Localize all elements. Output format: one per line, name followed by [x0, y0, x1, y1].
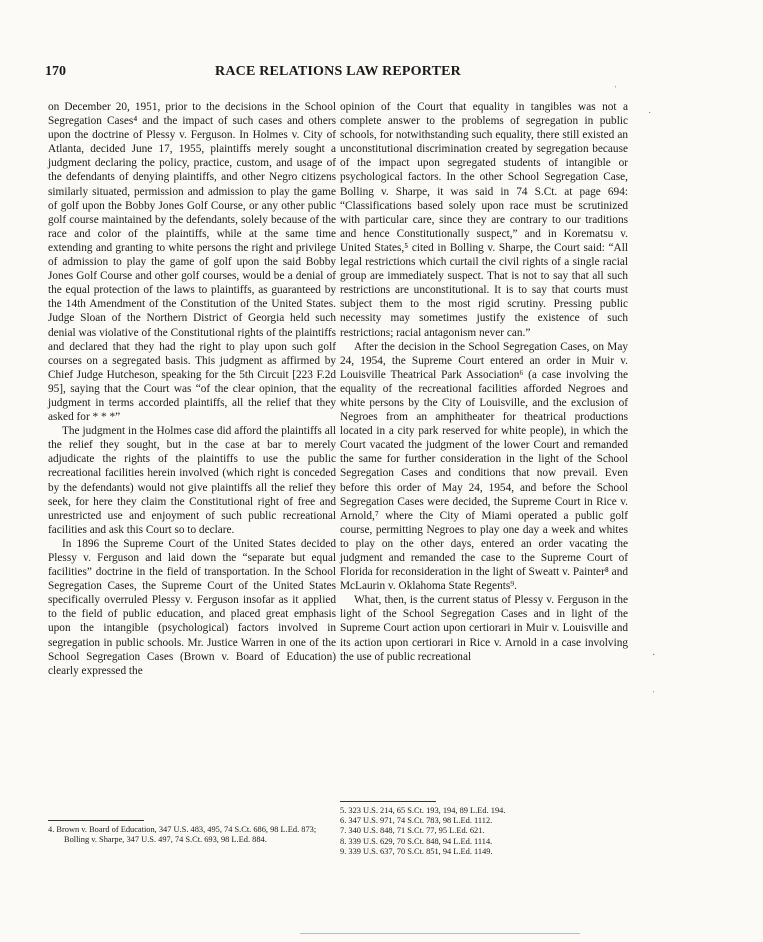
footnote-rule	[340, 801, 436, 802]
right-footnotes	[340, 801, 628, 857]
left-paragraph-1: on December 20, 1951, prior to the decisions in the School Segregation Cases⁴ and the impact of such cases and others upon the doctrine of Plessy v. Ferguson. In Holmes v. City of Atlanta, decided June 17, 1955, plaintiffs merely sought a judgment declaring the policy, practice, custom, and usage of the defendants of denying plaintiffs, and other Negro citizens similarly situated, permission and admission to play the game of golf upon the Bobby Jones Golf Course, or any other public golf course maintained by the defendants, solely because of the race and color of the plaintiffs, while at the same time extending and granting to white persons the right and privilege of admission to play the game of golf upon the said Bobby Jones Golf Course and other golf courses, would be a denial of the equal protection of the laws to plaintiffs, as guaranteed by the 14th Amendment of the Constitution of the United States. Judge Sloan of the Northern District of Georgia held such denial was violative of the Constitutional rights of the plaintiffs and declared that they had the right to play upon such golf courses on a segregated basis. This judgment as affirmed by Chief Judge Hutcheson, speaking for the 5th Circuit [223 F.2d 95], saying that the Court was “of the clear opinion, that the judgment in terms accorded plaintiffs, all the relief that they asked for * * *”	[48, 101, 336, 424]
footnote-6: 6. 347 U.S. 971, 74 S.Ct. 783, 98 L.Ed. 1112.	[340, 816, 493, 826]
scan-edge-line	[300, 933, 580, 934]
footnote-rule	[48, 820, 144, 821]
running-title: RACE RELATIONS LAW REPORTER	[215, 64, 461, 79]
footnote-9: 9. 339 U.S. 637, 70 S.Ct. 851, 94 L.Ed. 1149.	[340, 846, 493, 856]
right-paragraph-1: opinion of the Court that equality in tangibles was not a complete answer to the problems of segregation in public schools, for notwithstanding such equality, there still existed an unconstitutional discrimination created by segregation because of the impact upon segregated students of intangible or psychological factors. In the other School Segregation Case, Bolling v. Sharpe, it was said in 74 S.Ct. at page 694: “Classifications based solely upon race must be scrutinized with particular care, since they are contrary to our traditions and hence Constitutionally suspect,” and in Korematsu v. United States,⁵ cited in Bolling v. Sharpe, the Court said: “All legal restrictions which curtail the civil rights of a single racial group are immediately suspect. That is not to say that all such restrictions are unconstitutional. It is to say that courts must subject them to the most rigid scrutiny. Pressing public necessity may sometimes justify the existence of such restrictions; racial antagonism never can.”	[340, 101, 628, 339]
right-column	[340, 100, 628, 664]
left-paragraph-2: The judgment in the Holmes case did afford the plaintiffs all the relief they sought, but in the case at bar to merely adjudicate the rights of the plaintiffs to use the public recreational facilities herein involved (which right is conceded by the defendants) would not give plaintiffs all the relief they seek, for here they claim the Constitutional right of free and unrestricted use and enjoyment of such public recreational facilities and ask this Court so to declare.	[48, 425, 336, 536]
left-column	[48, 100, 336, 678]
left-footnotes	[48, 820, 336, 845]
scan-speck: ·	[652, 650, 656, 661]
scan-speck: ˙	[648, 111, 652, 122]
footnote-5: 5. 323 U.S. 214, 65 S.Ct. 193, 194, 89 L.Ed. 194.	[340, 806, 506, 815]
page-number: 170	[45, 64, 66, 79]
footnote-8: 8. 339 U.S. 629, 70 S.Ct. 848, 94 L.Ed. 1114.	[340, 836, 493, 846]
footnote-4: 4. Brown v. Board of Education, 347 U.S. 483, 495, 74 S.Ct. 686, 98 L.Ed. 873; Bolling v. Sharpe, 347 U.S. 497, 74 S.Ct. 693, 98 L.Ed. 884.	[48, 825, 317, 845]
left-paragraph-3: In 1896 the Supreme Court of the United States decided Plessy v. Ferguson and laid down the “separate but equal facilities” doctrine in the field of transportation. In the School Segregation Cases, the Supreme Court of the United States specifically overruled Plessy v. Ferguson insofar as it applied to the field of public education, and placed great emphasis upon the intangible (psychological) factors involved in segregation in public schools. Mr. Justice Warren in one of the School Segregation Cases (Brown v. Board of Education) clearly expressed the	[48, 537, 336, 677]
scan-speck: ˌ	[614, 77, 618, 88]
right-paragraph-3: What, then, is the current status of Plessy v. Ferguson in the light of the School Segregation Cases and in light of the Supreme Court action upon certiorari in Muir v. Louisville and its action upon certiorari in Rice v. Arnold in a case involving the use of public recreational	[340, 594, 628, 663]
right-paragraph-2: After the decision in the School Segregation Cases, on May 24, 1954, the Supreme Court entered an order in Muir v. Louisville Theatrical Park Association⁶ (a case involving the equality of the recreational facilities afforded Negroes and white persons by the City of Louisville, and the exclusion of Negroes from an amphitheater for theatrical productions located in a city park reserved for white people), in which the Court vacated the judgment of the lower Court and remanded the same for further consideration in the light of the School Segregation Cases and conditions that now prevail. Even before this order of May 24, 1954, and before the School Segregation Cases were decided, the Supreme Court in Rice v. Arnold,⁷ where the City of Miami operated a public golf course, permitting Negroes to play one day a week and whites to play on the other days, entered an order vacating the judgment and remanded the case to the Supreme Court of Florida for reconsideration in the light of Sweatt v. Painter⁸ and McLaurin v. Oklahoma State Regents⁹.	[340, 340, 628, 593]
scan-speck: ˈ	[652, 690, 656, 701]
footnote-7: 7. 340 U.S. 848, 71 S.Ct. 77, 95 L.Ed. 621.	[340, 826, 485, 836]
page-header	[45, 64, 631, 84]
